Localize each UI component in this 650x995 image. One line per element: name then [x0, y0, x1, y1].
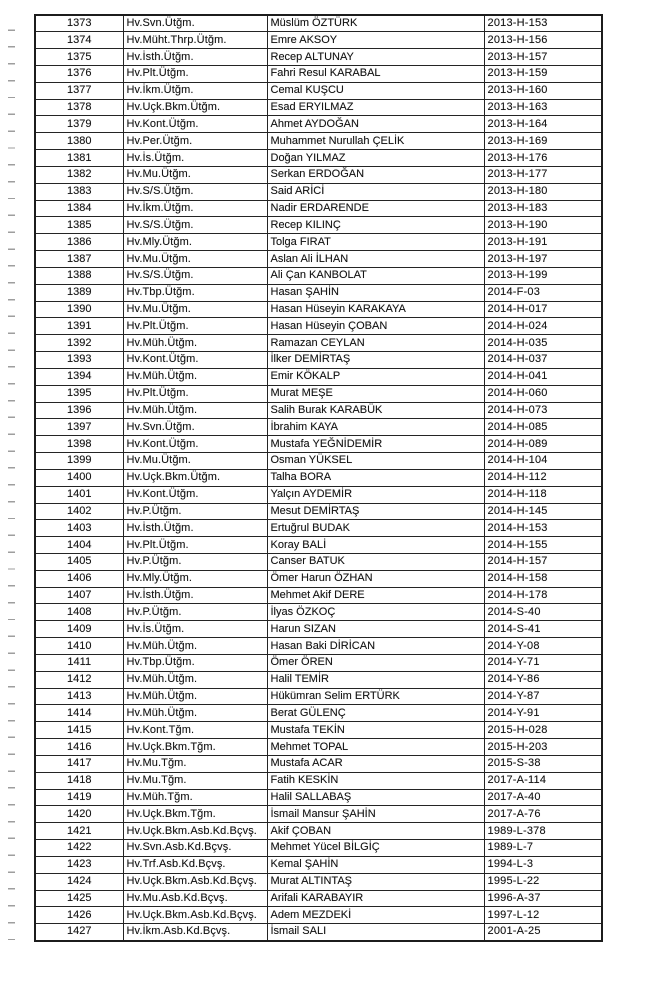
table-row	[35, 739, 602, 756]
registry-number-cell: 2013-H-164	[484, 116, 602, 133]
table-row	[35, 234, 602, 251]
row-number-cell: 1381	[35, 150, 123, 167]
row-number-cell: 1419	[35, 789, 123, 806]
row-number-cell: 1417	[35, 755, 123, 772]
table-row	[35, 554, 602, 571]
row-number-cell: 1374	[35, 32, 123, 49]
registry-number-cell: 2014-H-104	[484, 453, 602, 470]
personnel-roster-body	[35, 15, 602, 941]
rank-cell: Hv.Kont.Ütğm.	[123, 116, 267, 133]
rank-cell: Hv.Tbp.Ütğm.	[123, 654, 267, 671]
row-number-cell: 1407	[35, 587, 123, 604]
registry-number-cell: 2014-Y-91	[484, 705, 602, 722]
rank-cell: Hv.Mly.Ütğm.	[123, 234, 267, 251]
name-cell: Canser BATUK	[267, 554, 484, 571]
name-cell: Ertuğrul BUDAK	[267, 520, 484, 537]
table-row	[35, 99, 602, 116]
registry-number-cell: 2014-H-041	[484, 368, 602, 385]
table-row	[35, 352, 602, 369]
registry-number-cell: 2014-H-153	[484, 520, 602, 537]
registry-number-cell: 2014-H-037	[484, 352, 602, 369]
table-row	[35, 150, 602, 167]
rank-cell: Hv.S/S.Ütğm.	[123, 267, 267, 284]
row-number-cell: 1384	[35, 200, 123, 217]
row-number-cell: 1410	[35, 638, 123, 655]
name-cell: Fahri Resul KARABAL	[267, 65, 484, 82]
row-number-cell: 1404	[35, 537, 123, 554]
name-cell: Harun SIZAN	[267, 621, 484, 638]
row-number-cell: 1409	[35, 621, 123, 638]
registry-number-cell: 2014-H-017	[484, 301, 602, 318]
table-row	[35, 806, 602, 823]
name-cell: Ali Çan KANBOLAT	[267, 267, 484, 284]
row-number-cell: 1424	[35, 873, 123, 890]
registry-number-cell: 2014-S-41	[484, 621, 602, 638]
table-row	[35, 49, 602, 66]
registry-number-cell: 2013-H-183	[484, 200, 602, 217]
registry-number-cell: 2013-H-180	[484, 183, 602, 200]
registry-number-cell: 2014-H-089	[484, 436, 602, 453]
table-row	[35, 638, 602, 655]
name-cell: Serkan ERDOĞAN	[267, 166, 484, 183]
rank-cell: Hv.Plt.Ütğm.	[123, 385, 267, 402]
row-number-cell: 1387	[35, 251, 123, 268]
table-row	[35, 890, 602, 907]
rank-cell: Hv.Müh.Ütğm.	[123, 402, 267, 419]
row-number-cell: 1414	[35, 705, 123, 722]
name-cell: Halil SALLABAŞ	[267, 789, 484, 806]
rank-cell: Hv.Mu.Ütğm.	[123, 166, 267, 183]
table-row	[35, 402, 602, 419]
registry-number-cell: 2014-H-157	[484, 554, 602, 571]
row-number-cell: 1396	[35, 402, 123, 419]
row-number-cell: 1415	[35, 722, 123, 739]
table-row	[35, 570, 602, 587]
registry-number-cell: 2013-H-191	[484, 234, 602, 251]
registry-number-cell: 2015-H-028	[484, 722, 602, 739]
row-number-cell: 1399	[35, 453, 123, 470]
name-cell: Aslan Ali İLHAN	[267, 251, 484, 268]
rank-cell: Hv.Müh.Ütğm.	[123, 688, 267, 705]
table-row	[35, 604, 602, 621]
name-cell: Mehmet TOPAL	[267, 739, 484, 756]
name-cell: Adem MEZDEKİ	[267, 907, 484, 924]
name-cell: Nadir ERDARENDE	[267, 200, 484, 217]
table-row	[35, 368, 602, 385]
name-cell: Murat MEŞE	[267, 385, 484, 402]
row-number-cell: 1373	[35, 15, 123, 32]
row-number-cell: 1405	[35, 554, 123, 571]
row-number-cell: 1421	[35, 823, 123, 840]
rank-cell: Hv.Müh.Tğm.	[123, 789, 267, 806]
rank-cell: Hv.Müh.Ütğm.	[123, 638, 267, 655]
rank-cell: Hv.Mu.Asb.Kd.Bçvş.	[123, 890, 267, 907]
registry-number-cell: 2014-H-035	[484, 335, 602, 352]
table-row	[35, 621, 602, 638]
name-cell: Emre AKSOY	[267, 32, 484, 49]
row-number-cell: 1377	[35, 82, 123, 99]
row-number-cell: 1402	[35, 503, 123, 520]
registry-number-cell: 2001-A-25	[484, 924, 602, 941]
registry-number-cell: 2014-H-155	[484, 537, 602, 554]
registry-number-cell: 2014-Y-87	[484, 688, 602, 705]
rank-cell: Hv.Uçk.Bkm.Asb.Kd.Bçvş.	[123, 823, 267, 840]
rank-cell: Hv.P.Ütğm.	[123, 554, 267, 571]
registry-number-cell: 1994-L-3	[484, 856, 602, 873]
name-cell: Talha BORA	[267, 469, 484, 486]
name-cell: Osman YÜKSEL	[267, 453, 484, 470]
rank-cell: Hv.Müh.Ütğm.	[123, 671, 267, 688]
table-row	[35, 133, 602, 150]
name-cell: Cemal KUŞCU	[267, 82, 484, 99]
table-row	[35, 251, 602, 268]
row-number-cell: 1425	[35, 890, 123, 907]
table-row	[35, 823, 602, 840]
table-row	[35, 654, 602, 671]
rank-cell: Hv.İsth.Ütğm.	[123, 49, 267, 66]
registry-number-cell: 2013-H-156	[484, 32, 602, 49]
name-cell: Arifali KARABAYIR	[267, 890, 484, 907]
registry-number-cell: 2013-H-159	[484, 65, 602, 82]
row-number-cell: 1422	[35, 840, 123, 857]
name-cell: Koray BALİ	[267, 537, 484, 554]
name-cell: Mehmet Yücel BİLGİÇ	[267, 840, 484, 857]
table-row	[35, 166, 602, 183]
row-number-cell: 1380	[35, 133, 123, 150]
table-row	[35, 200, 602, 217]
name-cell: Esad ERYILMAZ	[267, 99, 484, 116]
registry-number-cell: 2014-S-40	[484, 604, 602, 621]
rank-cell: Hv.Kont.Ütğm.	[123, 486, 267, 503]
name-cell: Muhammet Nurullah ÇELİK	[267, 133, 484, 150]
table-row	[35, 15, 602, 32]
row-number-cell: 1390	[35, 301, 123, 318]
row-number-cell: 1398	[35, 436, 123, 453]
row-number-cell: 1423	[35, 856, 123, 873]
table-row	[35, 722, 602, 739]
registry-number-cell: 2014-H-024	[484, 318, 602, 335]
registry-number-cell: 2013-H-177	[484, 166, 602, 183]
name-cell: Hasan Baki DİRİCAN	[267, 638, 484, 655]
row-number-cell: 1412	[35, 671, 123, 688]
personnel-roster-table	[34, 14, 603, 942]
rank-cell: Hv.Uçk.Bkm.Asb.Kd.Bçvş.	[123, 873, 267, 890]
name-cell: Hasan Hüseyin ÇOBAN	[267, 318, 484, 335]
table-row	[35, 486, 602, 503]
table-row	[35, 671, 602, 688]
table-row	[35, 705, 602, 722]
name-cell: Recep ALTUNAY	[267, 49, 484, 66]
rank-cell: Hv.Plt.Ütğm.	[123, 537, 267, 554]
row-number-cell: 1386	[35, 234, 123, 251]
rank-cell: Hv.İkm.Ütğm.	[123, 82, 267, 99]
name-cell: İlyas ÖZKOÇ	[267, 604, 484, 621]
name-cell: Mustafa TEKİN	[267, 722, 484, 739]
rank-cell: Hv.Kont.Ütğm.	[123, 436, 267, 453]
table-row	[35, 772, 602, 789]
name-cell: Ömer ÖREN	[267, 654, 484, 671]
rank-cell: Hv.Uçk.Bkm.Tğm.	[123, 739, 267, 756]
rank-cell: Hv.P.Ütğm.	[123, 503, 267, 520]
registry-number-cell: 2013-H-176	[484, 150, 602, 167]
registry-number-cell: 2014-H-178	[484, 587, 602, 604]
rank-cell: Hv.Svn.Ütğm.	[123, 419, 267, 436]
table-row	[35, 385, 602, 402]
rank-cell: Hv.Trf.Asb.Kd.Bçvş.	[123, 856, 267, 873]
table-row	[35, 284, 602, 301]
table-row	[35, 82, 602, 99]
row-number-cell: 1385	[35, 217, 123, 234]
row-number-cell: 1397	[35, 419, 123, 436]
rank-cell: Hv.İkm.Ütğm.	[123, 200, 267, 217]
name-cell: Tolga FIRAT	[267, 234, 484, 251]
rank-cell: Hv.İs.Ütğm.	[123, 150, 267, 167]
table-row	[35, 907, 602, 924]
scan-artifact-ticks	[8, 14, 15, 940]
registry-number-cell: 2014-H-085	[484, 419, 602, 436]
registry-number-cell: 2014-H-060	[484, 385, 602, 402]
name-cell: Mehmet Akif DERE	[267, 587, 484, 604]
row-number-cell: 1375	[35, 49, 123, 66]
name-cell: Mesut DEMİRTAŞ	[267, 503, 484, 520]
rank-cell: Hv.Mu.Tğm.	[123, 772, 267, 789]
name-cell: Müslüm ÖZTÜRK	[267, 15, 484, 32]
rank-cell: Hv.S/S.Ütğm.	[123, 217, 267, 234]
name-cell: Akif ÇOBAN	[267, 823, 484, 840]
rank-cell: Hv.Müh.Ütğm.	[123, 368, 267, 385]
table-row	[35, 873, 602, 890]
registry-number-cell: 2017-A-114	[484, 772, 602, 789]
row-number-cell: 1403	[35, 520, 123, 537]
rank-cell: Hv.Müht.Thrp.Ütğm.	[123, 32, 267, 49]
row-number-cell: 1378	[35, 99, 123, 116]
registry-number-cell: 2014-H-158	[484, 570, 602, 587]
rank-cell: Hv.Uçk.Bkm.Ütğm.	[123, 469, 267, 486]
rank-cell: Hv.İsth.Ütğm.	[123, 587, 267, 604]
registry-number-cell: 2014-H-145	[484, 503, 602, 520]
rank-cell: Hv.Plt.Ütğm.	[123, 65, 267, 82]
table-row	[35, 267, 602, 284]
name-cell: Hükümran Selim ERTÜRK	[267, 688, 484, 705]
row-number-cell: 1406	[35, 570, 123, 587]
registry-number-cell: 2015-S-38	[484, 755, 602, 772]
registry-number-cell: 2014-Y-71	[484, 654, 602, 671]
rank-cell: Hv.Uçk.Bkm.Tğm.	[123, 806, 267, 823]
table-row	[35, 924, 602, 941]
table-row	[35, 503, 602, 520]
table-row	[35, 453, 602, 470]
name-cell: İsmail SALI	[267, 924, 484, 941]
registry-number-cell: 2017-A-76	[484, 806, 602, 823]
rank-cell: Hv.Mly.Ütğm.	[123, 570, 267, 587]
name-cell: Murat ALTINTAŞ	[267, 873, 484, 890]
table-row	[35, 755, 602, 772]
registry-number-cell: 2014-Y-08	[484, 638, 602, 655]
table-row	[35, 32, 602, 49]
table-row	[35, 335, 602, 352]
table-row	[35, 65, 602, 82]
registry-number-cell: 2013-H-157	[484, 49, 602, 66]
rank-cell: Hv.Plt.Ütğm.	[123, 318, 267, 335]
table-row	[35, 469, 602, 486]
table-row	[35, 537, 602, 554]
rank-cell: Hv.Svn.Asb.Kd.Bçvş.	[123, 840, 267, 857]
name-cell: Mustafa ACAR	[267, 755, 484, 772]
name-cell: Said ARİCİ	[267, 183, 484, 200]
table-row	[35, 217, 602, 234]
name-cell: Hasan ŞAHİN	[267, 284, 484, 301]
row-number-cell: 1408	[35, 604, 123, 621]
row-number-cell: 1427	[35, 924, 123, 941]
name-cell: Hasan Hüseyin KARAKAYA	[267, 301, 484, 318]
name-cell: Recep KILINÇ	[267, 217, 484, 234]
registry-number-cell: 2017-A-40	[484, 789, 602, 806]
registry-number-cell: 2014-Y-86	[484, 671, 602, 688]
row-number-cell: 1392	[35, 335, 123, 352]
rank-cell: Hv.İs.Ütğm.	[123, 621, 267, 638]
row-number-cell: 1394	[35, 368, 123, 385]
name-cell: İbrahim KAYA	[267, 419, 484, 436]
rank-cell: Hv.Kont.Tğm.	[123, 722, 267, 739]
row-number-cell: 1389	[35, 284, 123, 301]
rank-cell: Hv.İkm.Asb.Kd.Bçvş.	[123, 924, 267, 941]
name-cell: Berat GÜLENÇ	[267, 705, 484, 722]
rank-cell: Hv.Mu.Ütğm.	[123, 453, 267, 470]
name-cell: İsmail Mansur ŞAHİN	[267, 806, 484, 823]
row-number-cell: 1416	[35, 739, 123, 756]
registry-number-cell: 1989-L-7	[484, 840, 602, 857]
table-row	[35, 789, 602, 806]
registry-number-cell: 2013-H-197	[484, 251, 602, 268]
registry-number-cell: 2013-H-153	[484, 15, 602, 32]
name-cell: İlker DEMİRTAŞ	[267, 352, 484, 369]
row-number-cell: 1401	[35, 486, 123, 503]
rank-cell: Hv.Per.Ütğm.	[123, 133, 267, 150]
name-cell: Ahmet AYDOĞAN	[267, 116, 484, 133]
table-row	[35, 318, 602, 335]
row-number-cell: 1382	[35, 166, 123, 183]
rank-cell: Hv.Uçk.Bkm.Ütğm.	[123, 99, 267, 116]
name-cell: Mustafa YEĞNİDEMİR	[267, 436, 484, 453]
rank-cell: Hv.Mu.Ütğm.	[123, 251, 267, 268]
row-number-cell: 1393	[35, 352, 123, 369]
name-cell: Fatih KESKİN	[267, 772, 484, 789]
name-cell: Salih Burak KARABÜK	[267, 402, 484, 419]
registry-number-cell: 1996-A-37	[484, 890, 602, 907]
table-row	[35, 840, 602, 857]
registry-number-cell: 2013-H-169	[484, 133, 602, 150]
row-number-cell: 1413	[35, 688, 123, 705]
name-cell: Emir KÖKALP	[267, 368, 484, 385]
row-number-cell: 1379	[35, 116, 123, 133]
registry-number-cell: 2013-H-160	[484, 82, 602, 99]
row-number-cell: 1418	[35, 772, 123, 789]
rank-cell: Hv.Müh.Ütğm.	[123, 335, 267, 352]
registry-number-cell: 2015-H-203	[484, 739, 602, 756]
row-number-cell: 1391	[35, 318, 123, 335]
table-row	[35, 436, 602, 453]
row-number-cell: 1400	[35, 469, 123, 486]
name-cell: Doğan YILMAZ	[267, 150, 484, 167]
rank-cell: Hv.P.Ütğm.	[123, 604, 267, 621]
row-number-cell: 1376	[35, 65, 123, 82]
registry-number-cell: 1989-L-378	[484, 823, 602, 840]
registry-number-cell: 1997-L-12	[484, 907, 602, 924]
registry-number-cell: 2013-H-190	[484, 217, 602, 234]
rank-cell: Hv.Uçk.Bkm.Asb.Kd.Bçvş.	[123, 907, 267, 924]
row-number-cell: 1395	[35, 385, 123, 402]
row-number-cell: 1411	[35, 654, 123, 671]
rank-cell: Hv.Mu.Tğm.	[123, 755, 267, 772]
row-number-cell: 1420	[35, 806, 123, 823]
table-row	[35, 419, 602, 436]
registry-number-cell: 2014-H-112	[484, 469, 602, 486]
table-row	[35, 183, 602, 200]
name-cell: Halil TEMİR	[267, 671, 484, 688]
name-cell: Yalçın AYDEMİR	[267, 486, 484, 503]
table-row	[35, 301, 602, 318]
rank-cell: Hv.Svn.Ütğm.	[123, 15, 267, 32]
rank-cell: Hv.Mu.Ütğm.	[123, 301, 267, 318]
table-row	[35, 856, 602, 873]
table-row	[35, 116, 602, 133]
table-row	[35, 688, 602, 705]
row-number-cell: 1426	[35, 907, 123, 924]
name-cell: Ömer Harun ÖZHAN	[267, 570, 484, 587]
rank-cell: Hv.Müh.Ütğm.	[123, 705, 267, 722]
table-row	[35, 520, 602, 537]
table-row	[35, 587, 602, 604]
rank-cell: Hv.İsth.Ütğm.	[123, 520, 267, 537]
row-number-cell: 1388	[35, 267, 123, 284]
registry-number-cell: 2014-H-118	[484, 486, 602, 503]
rank-cell: Hv.Kont.Ütğm.	[123, 352, 267, 369]
registry-number-cell: 1995-L-22	[484, 873, 602, 890]
rank-cell: Hv.S/S.Ütğm.	[123, 183, 267, 200]
registry-number-cell: 2013-H-199	[484, 267, 602, 284]
registry-number-cell: 2014-H-073	[484, 402, 602, 419]
row-number-cell: 1383	[35, 183, 123, 200]
name-cell: Kemal ŞAHİN	[267, 856, 484, 873]
registry-number-cell: 2013-H-163	[484, 99, 602, 116]
name-cell: Ramazan CEYLAN	[267, 335, 484, 352]
rank-cell: Hv.Tbp.Ütğm.	[123, 284, 267, 301]
registry-number-cell: 2014-F-03	[484, 284, 602, 301]
